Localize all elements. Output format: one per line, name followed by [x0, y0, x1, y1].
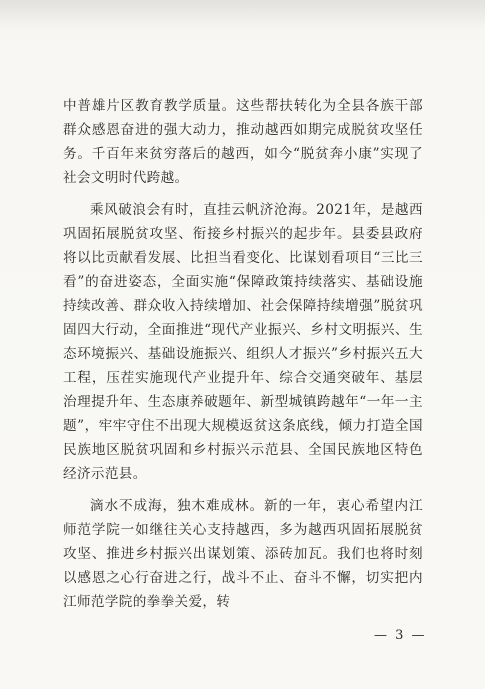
scan-shadow [0, 0, 485, 28]
paragraph-2: 乘风破浪会有时，直挂云帆济沧海。2021年，是越西巩固拓展脱贫攻坚、衔接乡村振兴的起步年。县委县政府将以比贡献看发展、比担当看变化、比谋划看项目“三比三看”的奋进姿态，全面实施“保障政策持续落实、基础设施持续改善、群众收入持续增加、社会保障持续增强”脱贫巩固四大行动，全面推进“现代产业振兴、乡村文明振兴、生态环境振兴、基础设施振兴、组织人才振兴”乡村振兴五大工程，压茬实施现代产业提升年、综合交通突破年、基层治理提升年、生态康养破题年、新型城镇跨越年“一年一主题”，牢牢守住不出现大规模返贫这条底线，倾力打造全国民族地区脱贫巩固和乡村振兴示范县、全国民族地区特色经济示范县。 [63, 202, 423, 482]
page-number: — 3 — [374, 628, 427, 643]
document-body [63, 94, 423, 614]
paragraph-3: 滴水不成海，独木难成林。新的一年，衷心希望内江师范学院一如继往关心支持越西，多为越西巩固拓展脱贫攻坚、推进乡村振兴出谋划策、添砖加瓦。我们也将时刻以感恩之心行奋进之行，战斗不止、奋斗不懈，切实把内江师范学院的拳拳关爱，转 [63, 498, 423, 610]
paragraph-1: 中普雄片区教育教学质量。这些帮扶转化为全县各族干部群众感恩奋进的强大动力，推动越西如期完成脱贫攻坚任务。千百年来贫穷落后的越西，如今“脱贫奔小康”实现了社会文明时代跨越。 [63, 98, 423, 186]
